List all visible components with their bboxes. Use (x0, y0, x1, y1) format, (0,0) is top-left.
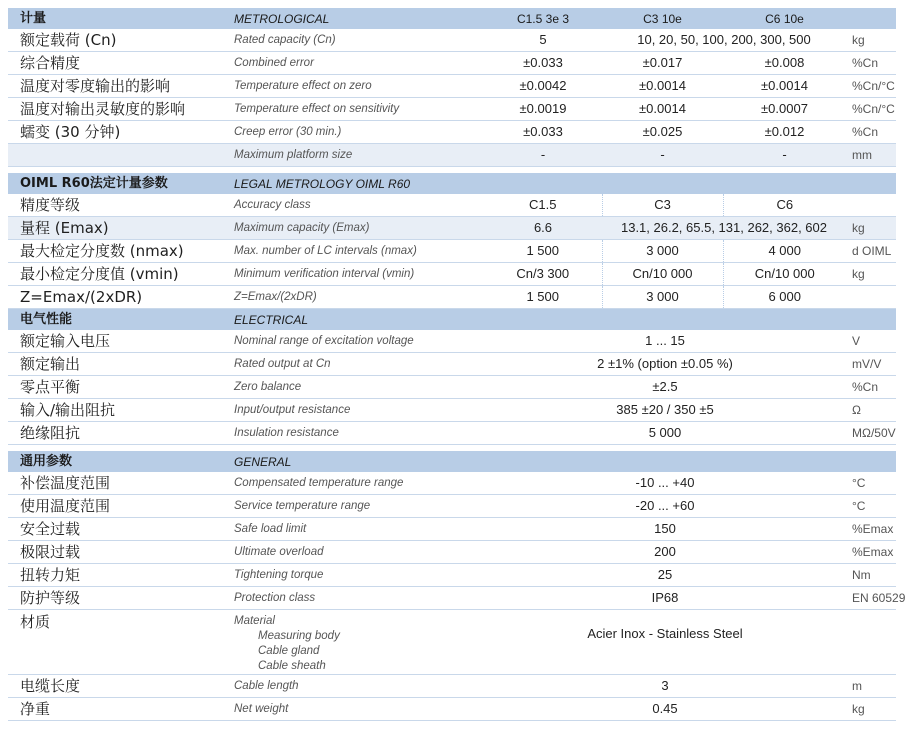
cell-value: 4 000 (723, 240, 846, 263)
row-label-en: Max. number of LC intervals (nmax) (226, 240, 484, 263)
cell-unit: V (846, 330, 896, 353)
cell-unit: d OIML (846, 240, 896, 263)
row-label-en: Cable length (226, 675, 484, 698)
row-label-en: Material (234, 615, 275, 627)
cell-value: - (484, 144, 602, 167)
cell-unit: %Cn (846, 376, 896, 399)
row-label-zh: 最大检定分度数 (nmax) (8, 240, 226, 263)
table-row-material (8, 610, 896, 675)
cell-value: 3 000 (602, 240, 723, 263)
cell-unit: %Cn (846, 121, 896, 144)
table-row (8, 399, 896, 422)
row-label-zh: 扭转力矩 (8, 564, 226, 587)
row-label-zh: 温度对输出灵敏度的影响 (8, 98, 226, 121)
cell-value: IP68 (484, 587, 846, 610)
cell-value: 13.1, 26.2, 65.5, 131, 262, 362, 602 (602, 217, 846, 240)
cell-value: ±0.025 (602, 121, 723, 144)
section-header-metrological (8, 8, 896, 29)
row-label-zh: 额定输入电压 (8, 330, 226, 353)
row-label-zh: 零点平衡 (8, 376, 226, 399)
cell-value: ±0.012 (723, 121, 846, 144)
cell-value: 0.45 (484, 698, 846, 721)
cell-value: 1 500 (484, 286, 602, 309)
row-label-zh: 额定载荷 (Cn) (8, 29, 226, 52)
table-row (8, 422, 896, 445)
cell-unit: %Cn/°C (846, 98, 896, 121)
row-label-zh: 补偿温度范围 (8, 472, 226, 495)
row-label-en: Z=Emax/(2xDR) (226, 286, 484, 309)
row-label-en: Input/output resistance (226, 399, 484, 422)
cell-value: Cn/3 300 (484, 263, 602, 286)
row-label-en: Rated capacity (Cn) (226, 29, 484, 52)
row-label-zh: 量程 (Emax) (8, 217, 226, 240)
section-title-zh: 电气性能 (8, 309, 226, 331)
table-row (8, 698, 896, 721)
row-label-zh: 绝缘阻抗 (8, 422, 226, 445)
cell-value: 3 000 (602, 286, 723, 309)
cell-value: - (602, 144, 723, 167)
cell-value: ±0.033 (484, 121, 602, 144)
row-label-zh (8, 144, 226, 167)
section-header-general (8, 451, 896, 472)
section-title-en: ELECTRICAL (226, 309, 484, 331)
table-row (8, 330, 896, 353)
row-label-en: Combined error (226, 52, 484, 75)
row-label-zh: 防护等级 (8, 587, 226, 610)
sub-label: Measuring body (258, 630, 340, 642)
row-label-en: Temperature effect on zero (226, 75, 484, 98)
row-label-zh: 材质 (20, 613, 51, 631)
section-title-zh: 通用参数 (8, 451, 226, 472)
cell-value: ±0.0007 (723, 98, 846, 121)
cell-unit: Nm (846, 564, 896, 587)
table-row (8, 376, 896, 399)
row-label-en: Ultimate overload (226, 541, 484, 564)
cell-value: 3 (484, 675, 846, 698)
table-row (8, 121, 896, 144)
section-header-oiml (8, 173, 896, 194)
section-title-en: LEGAL METROLOGY OIML R60 (226, 173, 484, 194)
cell-value: - (723, 144, 846, 167)
table-row (8, 75, 896, 98)
cell-value: ±0.0014 (602, 75, 723, 98)
row-label-en: Compensated temperature range (226, 472, 484, 495)
section-title-zh: 计量 (8, 8, 226, 29)
cell-unit: mm (846, 144, 896, 167)
row-label-zh: 极限过载 (8, 541, 226, 564)
cell-value: ±0.008 (723, 52, 846, 75)
cell-value: ±0.0014 (602, 98, 723, 121)
cell-value: 5 (484, 29, 602, 52)
cell-value: Cn/10 000 (602, 263, 723, 286)
spec-table (8, 8, 906, 721)
row-label-zh: 电缆长度 (8, 675, 226, 698)
section-title-en: GENERAL (226, 451, 484, 472)
row-label-zh: 净重 (8, 698, 226, 721)
row-label-zh: Z=Emax/(2xDR) (8, 286, 226, 309)
row-label-zh: 蠕变 (30 分钟) (8, 121, 226, 144)
table-row (8, 217, 896, 240)
cell-value: C6 (723, 194, 846, 217)
cell-value: ±0.0019 (484, 98, 602, 121)
cell-value: ±0.017 (602, 52, 723, 75)
cell-value: -20 ... +60 (484, 495, 846, 518)
cell-value: C1.5 (484, 194, 602, 217)
cell-unit: °C (846, 495, 896, 518)
cell-unit: %Cn/°C (846, 75, 896, 98)
column-header: C1.5 3e 3 (484, 8, 602, 29)
cell-value: 1 ... 15 (484, 330, 846, 353)
cell-value: C3 (602, 194, 723, 217)
cell-unit: Ω (846, 399, 896, 422)
cell-value: 6.6 (484, 217, 602, 240)
cell-unit (846, 194, 896, 217)
table-row (8, 495, 896, 518)
column-header: C6 10e (723, 8, 846, 29)
cell-unit: %Emax (846, 518, 896, 541)
table-row (8, 52, 896, 75)
row-label-zh: 温度对零度输出的影响 (8, 75, 226, 98)
table-row (8, 286, 896, 309)
sub-label: Cable gland (258, 645, 320, 657)
cell-value: ±0.033 (484, 52, 602, 75)
table-row (8, 263, 896, 286)
cell-unit: MΩ/50V (846, 422, 896, 445)
cell-value: -10 ... +40 (484, 472, 846, 495)
table-row (8, 353, 896, 376)
cell-value: ±2.5 (484, 376, 846, 399)
row-label-en: Creep error (30 min.) (226, 121, 484, 144)
cell-unit: %Cn (846, 52, 896, 75)
row-label-en: Protection class (226, 587, 484, 610)
row-label-zh: 额定输出 (8, 353, 226, 376)
cell-value: Acier Inox - Stainless Steel (587, 626, 743, 641)
cell-unit: m (846, 675, 896, 698)
table-row (8, 240, 896, 263)
table-row (8, 518, 896, 541)
cell-unit: °C (846, 472, 896, 495)
row-label-zh: 最小检定分度值 (vmin) (8, 263, 226, 286)
table-row (8, 29, 896, 52)
row-label-en: Accuracy class (226, 194, 484, 217)
row-label-en: Minimum verification interval (vmin) (226, 263, 484, 286)
row-label-en: Zero balance (226, 376, 484, 399)
cell-unit: kg (846, 698, 896, 721)
cell-value: 5 000 (484, 422, 846, 445)
row-label-en: Temperature effect on sensitivity (226, 98, 484, 121)
sub-label: Cable sheath (258, 660, 326, 672)
table-row (8, 541, 896, 564)
row-label-en: Safe load limit (226, 518, 484, 541)
row-label-zh: 精度等级 (8, 194, 226, 217)
cell-value: ±0.0042 (484, 75, 602, 98)
column-header: C3 10e (602, 8, 723, 29)
table-row (8, 98, 896, 121)
cell-value: 2 ±1% (option ±0.05 %) (484, 353, 846, 376)
cell-unit: kg (846, 29, 896, 52)
cell-value: 385 ±20 / 350 ±5 (484, 399, 846, 422)
row-label-zh: 安全过载 (8, 518, 226, 541)
cell-unit: %Emax (846, 541, 896, 564)
cell-unit: EN 60529 (846, 587, 896, 610)
cell-value: 1 500 (484, 240, 602, 263)
cell-value: 25 (484, 564, 846, 587)
cell-unit: kg (846, 263, 896, 286)
row-label-en: Tightening torque (226, 564, 484, 587)
row-label-en: Nominal range of excitation voltage (226, 330, 484, 353)
table-row (8, 564, 896, 587)
row-label-en: Rated output at Cn (226, 353, 484, 376)
row-label-zh: 输入/输出阻抗 (8, 399, 226, 422)
cell-value: 200 (484, 541, 846, 564)
row-label-zh: 综合精度 (8, 52, 226, 75)
table-row (8, 194, 896, 217)
table-row (8, 144, 896, 167)
cell-value: 150 (484, 518, 846, 541)
table-row (8, 587, 896, 610)
cell-value: 6 000 (723, 286, 846, 309)
row-label-en: Service temperature range (226, 495, 484, 518)
cell-unit: mV/V (846, 353, 896, 376)
cell-unit: kg (846, 217, 896, 240)
section-title-zh: OIML R60法定计量参数 (8, 173, 226, 194)
spec-sheet (8, 8, 906, 721)
cell-value: 10, 20, 50, 100, 200, 300, 500 (602, 29, 846, 52)
cell-value: Cn/10 000 (723, 263, 846, 286)
row-label-en: Net weight (226, 698, 484, 721)
table-row (8, 675, 896, 698)
row-label-en: Insulation resistance (226, 422, 484, 445)
row-label-en: Maximum capacity (Emax) (226, 217, 484, 240)
row-label-zh: 使用温度范围 (8, 495, 226, 518)
section-header-electrical (8, 309, 896, 331)
row-label-en: Maximum platform size (226, 144, 484, 167)
cell-unit (846, 286, 896, 309)
section-title-en: METROLOGICAL (226, 8, 484, 29)
cell-value: ±0.0014 (723, 75, 846, 98)
table-row (8, 472, 896, 495)
